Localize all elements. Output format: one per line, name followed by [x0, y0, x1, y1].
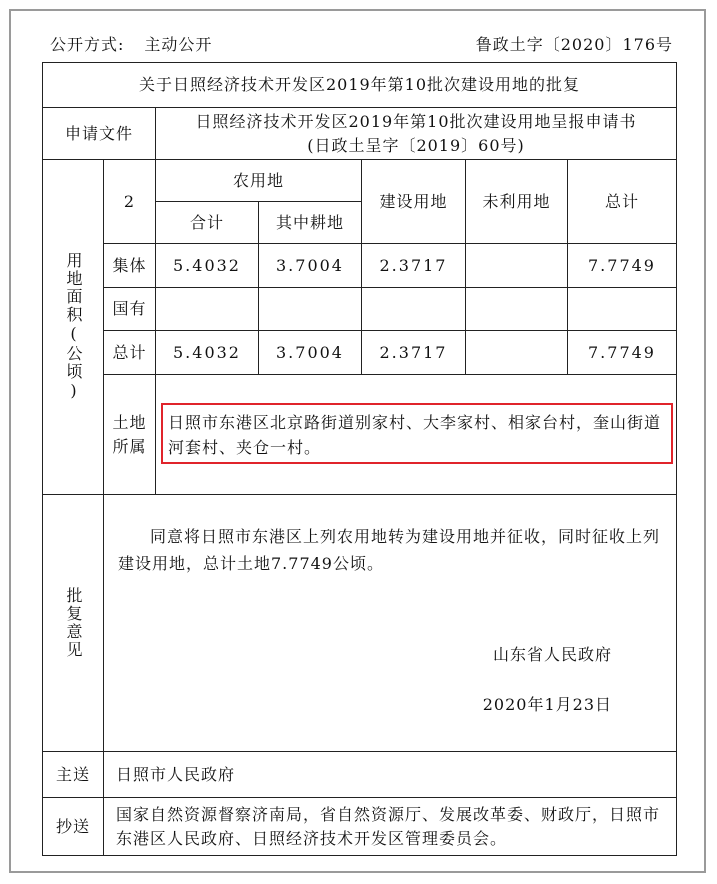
- table-row: [43, 288, 677, 331]
- total-farmland: 3.7004: [259, 331, 362, 375]
- ownership-cell: [156, 375, 677, 495]
- application-line-2: (日政土呈字〔2019〕60号): [307, 135, 525, 155]
- farmland-header: 其中耕地: [259, 202, 362, 244]
- ownership-text: 日照市东港区北京路街道别家村、大李家村、相家台村，奎山街道河套村、夹仓一村。: [168, 412, 662, 457]
- application-docs: [156, 108, 677, 160]
- approval-text: 同意将日照市东港区上列农用地转为建设用地并征收，同时征收上列建设用地，总计土地7.7749公顷。: [118, 527, 661, 573]
- approval-signer: 山东省人民政府: [492, 645, 612, 664]
- construction-header: 建设用地: [362, 160, 466, 244]
- ownership-label: [104, 375, 156, 495]
- unused-header: 未利用地: [466, 160, 568, 244]
- table-corner: 2: [104, 160, 156, 244]
- disclosure-value: 主动公开: [144, 35, 213, 54]
- disclosure-method: [50, 32, 212, 55]
- state-total: [568, 288, 677, 331]
- grand-total: 7.7749: [568, 331, 677, 375]
- collective-farmland: 3.7004: [259, 244, 362, 288]
- table-row: [43, 244, 677, 288]
- collective-subtotal: 5.4032: [156, 244, 259, 288]
- row-label-collective: 集体: [104, 244, 156, 288]
- ownership-label-line-2: 所属: [112, 436, 147, 456]
- state-unused: [466, 288, 568, 331]
- application-line-1: 日照经济技术开发区2019年第10批次建设用地呈报申请书: [195, 111, 637, 131]
- collective-unused: [466, 244, 568, 288]
- main-recipient-label: 主送: [43, 752, 104, 798]
- doc-number: 鲁政土字〔2020〕176号: [475, 35, 673, 54]
- state-subtotal: [156, 288, 259, 331]
- highlight-box: [161, 403, 673, 464]
- cc-label: 抄送: [43, 798, 104, 856]
- agri-header: 农用地: [156, 160, 362, 202]
- doc-title: 关于日照经济技术开发区2019年第10批次建设用地的批复: [43, 63, 677, 108]
- approval-table: [42, 62, 677, 856]
- application-label: 申请文件: [43, 108, 156, 160]
- total-subtotal: 5.4032: [156, 331, 259, 375]
- approval-cell: [104, 495, 677, 752]
- approval-label: [43, 495, 104, 752]
- row-label-state: 国有: [104, 288, 156, 331]
- total-unused: [466, 331, 568, 375]
- table-row: [43, 331, 677, 375]
- land-area-label: [43, 160, 104, 495]
- cc-value: 国家自然资源督察济南局，省自然资源厅、发展改革委、财政厅，日照市东港区人民政府、日照经济技术开发区管理委员会。: [104, 798, 677, 856]
- approval-label-text: 批复意见: [64, 587, 83, 659]
- main-recipient-value: 日照市人民政府: [104, 752, 677, 798]
- disclosure-label: 公开方式:: [50, 35, 125, 54]
- total-header: 总计: [568, 160, 677, 244]
- land-area-label-text: 用地面积(公顷): [64, 252, 83, 402]
- total-construction: 2.3717: [362, 331, 466, 375]
- state-farmland: [259, 288, 362, 331]
- approval-date: 2020年1月23日: [482, 695, 612, 714]
- ownership-label-line-1: 土地: [112, 412, 147, 432]
- subtotal-header: 合计: [156, 202, 259, 244]
- state-construction: [362, 288, 466, 331]
- collective-construction: 2.3717: [362, 244, 466, 288]
- row-label-total: 总计: [104, 331, 156, 375]
- collective-total: 7.7749: [568, 244, 677, 288]
